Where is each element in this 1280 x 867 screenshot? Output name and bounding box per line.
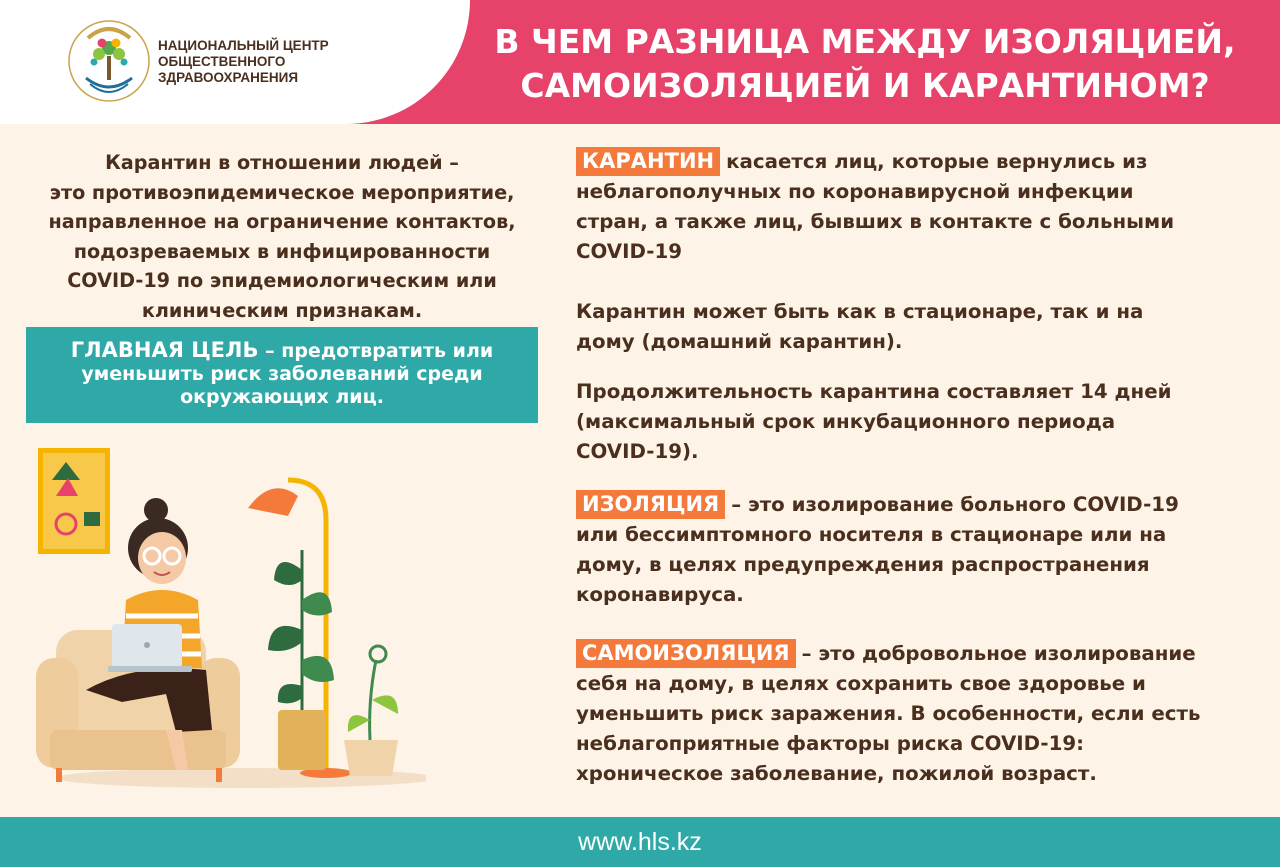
isolation-line: коронавируса.	[576, 583, 744, 606]
place-line: дому (домашний карантин).	[576, 330, 903, 353]
wall-picture	[38, 448, 110, 554]
goal-line: окружающих лиц.	[180, 386, 384, 408]
goal-label: ГЛАВНАЯ ЦЕЛЬ	[70, 338, 259, 362]
organization-logo	[66, 18, 152, 104]
place-line: Карантин может быть как в стационаре, так и на	[576, 300, 1144, 323]
header-banner	[0, 0, 1280, 124]
quarantine-line: касается лиц, которые вернулись из	[726, 150, 1148, 173]
definition-line: это противоэпидемическое мероприятие,	[49, 180, 515, 204]
title-line: САМОИЗОЛЯЦИЕЙ И КАРАНТИНОМ?	[520, 66, 1210, 105]
duration-line: Продолжительность карантина составляет 14 дней	[576, 380, 1172, 403]
quarantine-line: COVID-19	[576, 240, 682, 263]
self-isolation-line: себя на дому, в целях сохранить свое здоровье и	[576, 672, 1146, 695]
isolation-paragraph	[576, 490, 1266, 610]
definition-line: Карантин в отношении людей –	[105, 151, 459, 174]
woman-with-laptop-illustration	[26, 440, 426, 800]
org-name-line: ЗДРАВООХРАНЕНИЯ	[158, 70, 299, 85]
quarantine-paragraph	[576, 147, 1266, 267]
self-isolation-line: хроническое заболевание, пожилой возраст.	[576, 762, 1097, 785]
quarantine-place-paragraph	[576, 297, 1266, 357]
quarantine-tag: КАРАНТИН	[576, 147, 720, 176]
footer-bar	[0, 817, 1280, 867]
title-line: В ЧЕМ РАЗНИЦА МЕЖДУ ИЗОЛЯЦИЕЙ,	[494, 22, 1236, 61]
goal-line	[26, 339, 538, 363]
org-name-line: НАЦИОНАЛЬНЫЙ ЦЕНТР	[158, 38, 329, 53]
small-plant	[344, 646, 398, 776]
duration-line: (максимальный срок инкубационного периода	[576, 410, 1116, 433]
quarantine-line: стран, а также лиц, бывших в контакте с больными	[576, 210, 1175, 233]
isolation-line: дому, в целях предупреждения распространения	[576, 553, 1150, 576]
self-isolation-paragraph	[576, 639, 1266, 789]
definition-line: клиническим признакам.	[141, 298, 423, 322]
isolation-tag: ИЗОЛЯЦИЯ	[576, 490, 725, 519]
isolation-line: – это изолирование больного COVID-19	[731, 493, 1179, 516]
quarantine-definition	[18, 148, 546, 325]
isolation-line: или бессимптомного носителя в стационаре или на	[576, 523, 1167, 546]
goal-line: уменьшить риск заболеваний среди	[81, 363, 483, 385]
quarantine-duration-paragraph	[576, 377, 1266, 467]
isolation-first-line	[576, 490, 1266, 520]
definition-line: подозреваемых в инфицированности	[73, 239, 491, 263]
quarantine-first-line	[576, 147, 1266, 177]
main-goal-box	[26, 327, 538, 423]
website-link[interactable]: www.hls.kz	[578, 828, 702, 856]
duration-line: COVID-19).	[576, 440, 699, 463]
definition-line: COVID-19 по эпидемиологическим или	[67, 269, 497, 292]
page-title	[470, 20, 1260, 108]
org-name-line: ОБЩЕСТВЕННОГО	[158, 54, 286, 69]
self-isolation-line: неблагоприятные факторы риска COVID-19:	[576, 732, 1085, 755]
self-isolation-tag: САМОИЗОЛЯЦИЯ	[576, 639, 796, 668]
self-isolation-line: – это добровольное изолирование	[801, 642, 1196, 665]
quarantine-line: неблагополучных по коронавирусной инфекции	[576, 180, 1134, 203]
logo-panel	[0, 0, 470, 124]
goal-text: – предотвратить или	[258, 340, 494, 362]
definition-line: направленное на ограничение контактов,	[48, 210, 516, 233]
organization-name	[158, 38, 358, 86]
self-isolation-line: уменьшить риск заражения. В особенности, если есть	[576, 702, 1201, 725]
self-isolation-first-line	[576, 639, 1266, 669]
